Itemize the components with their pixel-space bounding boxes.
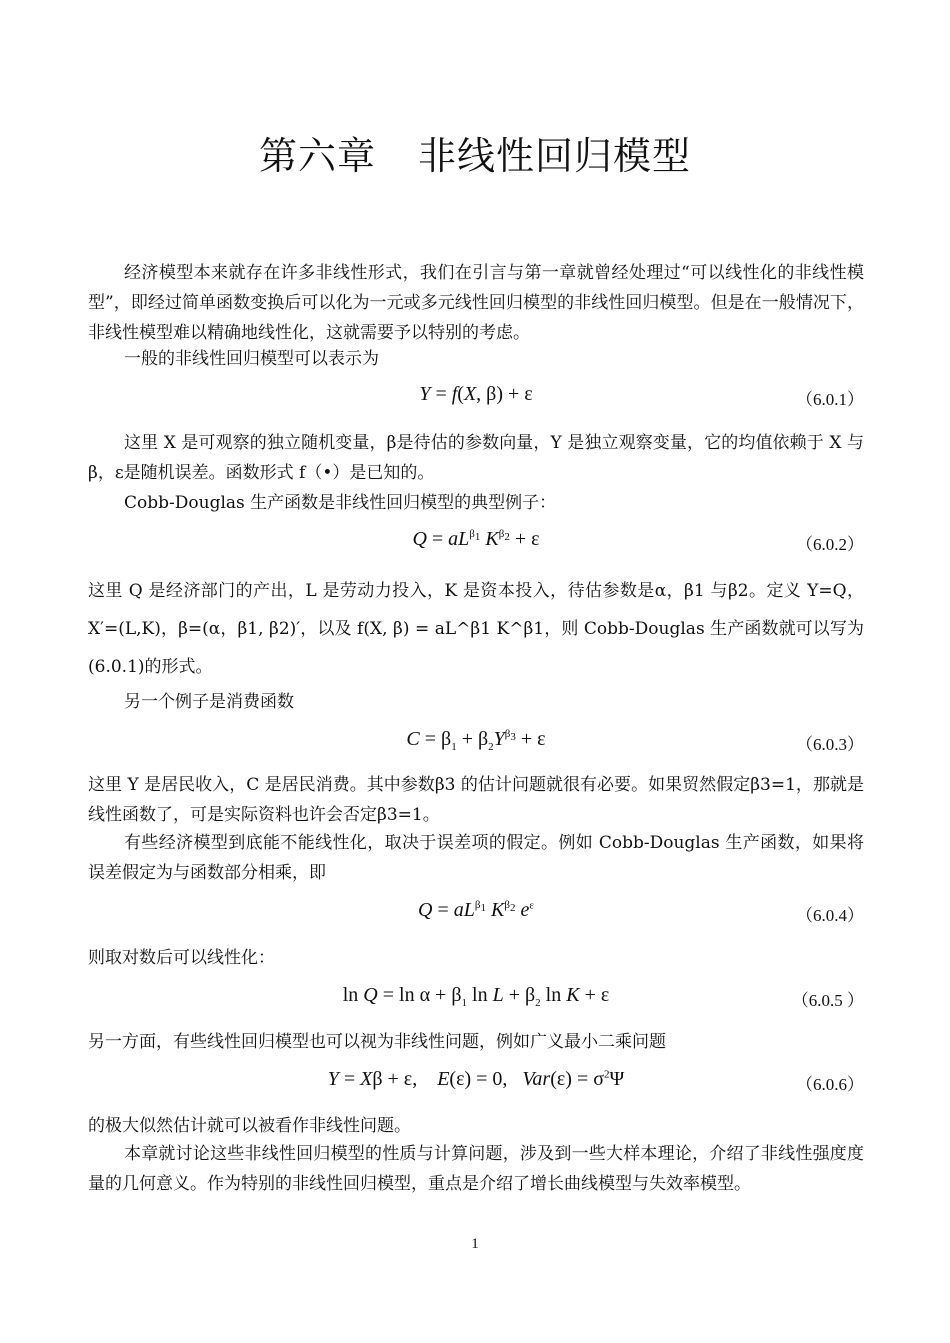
equation-6-0-2 [88, 528, 864, 562]
equation-formula: $Q = aL^{\beta_1}$ $K^{\beta_2} + \varepsilon$ [412, 528, 540, 550]
equation-formula: $Q = aL^{\beta_1}$ $K^{\beta_2}$ $e^\varepsilon$ [418, 899, 534, 921]
equation-6-0-3 [88, 728, 864, 762]
paragraph-gls: 另一方面，有些线性回归模型也可以视为非线性问题，例如广义最小二乘问题 [88, 1032, 666, 1052]
paragraph-income: 这里 Y 是居民收入，C 是居民消费。其中参数β3 的估计问题就很有必要。如果贸然假定β3=1，那就是线性函数了，可是实际资料也许会否定β3=1。 [88, 775, 864, 825]
paragraph-definitions: 这里 Q 是经济部门的产出，L 是劳动力投入，K 是资本投入，待估参数是α，β1 与β2。定义 Y=Q，X′=(L,K)，β=(α，β1, β2)′，以及 f(X, β) = aL^β1 K^β1，则 Cobb-Douglas 生产函数就可以写为(6.0.1)的形式。 [88, 581, 864, 677]
paragraph-chapter-summary: 本章就讨论这些非线性回归模型的性质与计算问题，涉及到一些大样本理论，介绍了非线性强度度量的几何意义。作为特别的非线性回归模型，重点是介绍了增长曲线模型与失效率模型。 [88, 1144, 864, 1194]
equation-formula: Y = f(X, β) + ε [419, 383, 533, 405]
equation-number: （6.0.5 ） [791, 991, 864, 1010]
chapter-title [0, 132, 950, 180]
paragraph-linearize: 有些经济模型到底能不能线性化，取决于误差项的假定。例如 Cobb-Douglas 生产函数，如果将误差假定为与函数部分相乘，即 [88, 833, 864, 883]
paragraph-intro: 经济模型本来就存在许多非线性形式，我们在引言与第一章就曾经处理过“可以线性化的非线性模型”，即经过简单函数变换后可以化为一元或多元线性回归模型的非线性回归模型。但是在一般情况下，非线性模型难以精确地线性化，这就需要予以特别的考虑。 [88, 263, 864, 343]
equation-formula: Y = Xβ + ε, E(ε) = 0, $Var(\varepsilon) = \sigma^2\Psi$ [327, 1068, 625, 1090]
chapter-number: 第六章 [258, 134, 376, 178]
equation-number: （6.0.3） [796, 735, 864, 754]
chapter-name: 非线性回归模型 [418, 134, 692, 178]
paragraph-explanation: 这里 X 是可观察的独立随机变量，β是待估的参数向量，Y 是独立观察变量，它的均值依赖于 X 与β，ε是随机误差。函数形式 f（•）是已知的。 [88, 433, 864, 483]
equation-number: （6.0.4） [796, 906, 864, 925]
page-number: 1 [471, 1236, 479, 1252]
equation-6-0-5 [88, 984, 864, 1018]
equation-formula: $\ln Q = \ln \alpha + \beta_1$ $\ln L + \beta_2$ ln K + ε [342, 984, 610, 1009]
equation-6-0-4 [88, 899, 864, 933]
equation-number: （6.0.2） [796, 535, 864, 554]
paragraph-log: 则取对数后可以线性化： [88, 948, 275, 968]
equation-6-0-6 [88, 1068, 864, 1102]
paragraph-mle: 的极大似然估计就可以被看作非线性问题。 [88, 1116, 411, 1136]
paragraph-consumption: 另一个例子是消费函数 [124, 692, 294, 712]
paragraph-general-model: 一般的非线性回归模型可以表示为 [124, 349, 379, 369]
equation-formula: $C = \beta_1 + \beta_2Y^{\beta_3} + \varepsilon$ [406, 728, 546, 753]
equation-number: （6.0.6） [796, 1075, 864, 1094]
paragraph-cobb-douglas: Cobb-Douglas 生产函数是非线性回归模型的典型例子： [124, 493, 557, 513]
equation-number: （6.0.1） [796, 390, 864, 409]
equation-6-0-1 [88, 383, 864, 417]
